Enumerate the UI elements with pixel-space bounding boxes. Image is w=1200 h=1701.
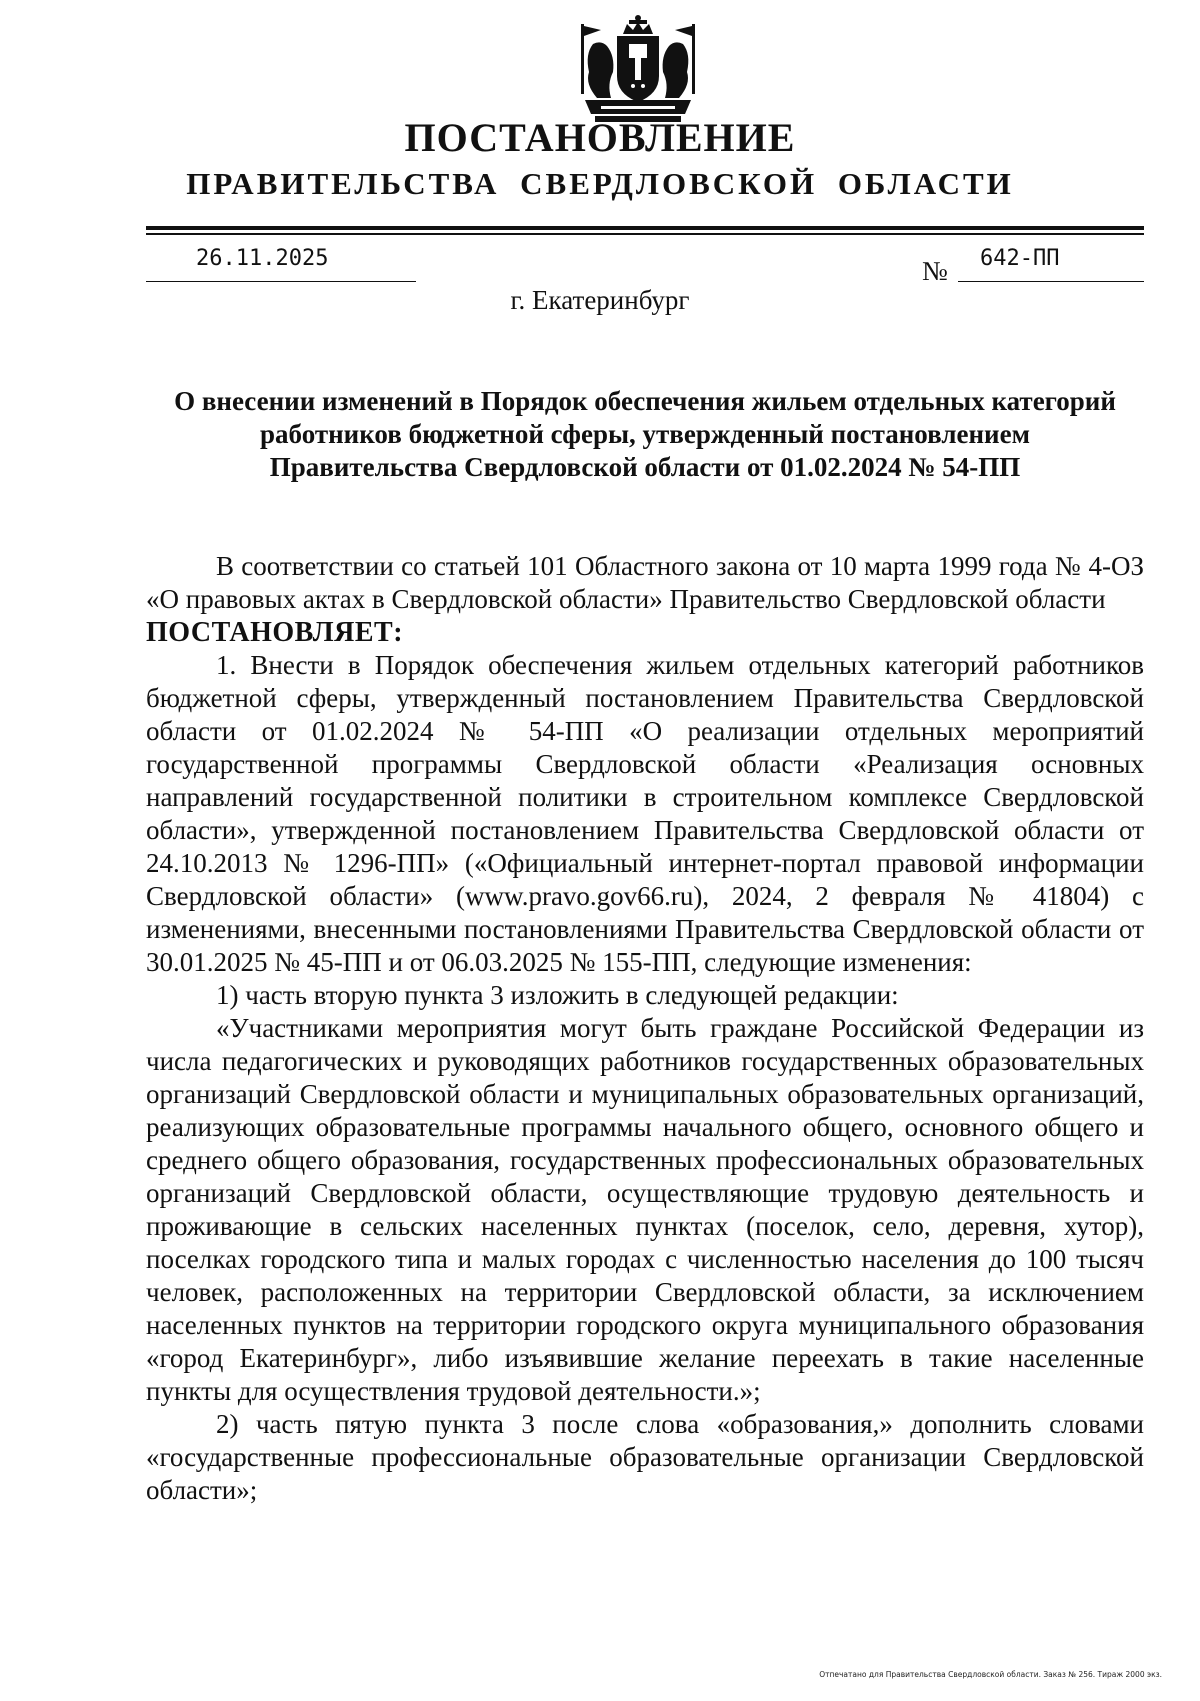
print-footnote: Отпечатано для Правительства Свердловской области. Заказ № 256. Тираж 2000 экз.: [819, 1670, 1162, 1679]
document-body: [146, 550, 1144, 1507]
document-issuer: ПРАВИТЕЛЬСТВА СВЕРДЛОВСКОЙ ОБЛАСТИ: [186, 166, 1014, 201]
number-underline: [958, 281, 1144, 282]
heading-line: О внесении изменений в Порядок обеспечения жильем отдельных категорий: [174, 386, 1116, 416]
heading-line: Правительства Свердловской области от 01.02.2024 № 54-ПП: [269, 452, 1021, 482]
header-divider-thick: [146, 226, 1144, 230]
document-heading: [146, 385, 1144, 484]
body-paragraph: 1. Внести в Порядок обеспечения жильем отдельных категорий работников бюджетной сферы, утвержденный постановлением Правительства Свердловской области от 01.02.2024 № 54-ПП «О реализации отдельных мероприятий государственной программы Свердловской области «Реализация основных направлений государственной политики в строительном комплексе Свердловской области», утвержденной постановлением Правительства Свердловской области от 24.10.2013 № 1296-ПП» («Официальный интернет-портал правовой информации Свердловской области» (www.pravo.gov66.ru), 2024, 2 февраля № 41804) с изменениями, внесенными постановлениями Правительства Свердловской области от 30.01.2025 № 45-ПП и от 06.03.2025 № 155-ПП, следующие изменения:: [146, 650, 1144, 977]
number-sign: №: [922, 256, 948, 286]
body-paragraph: 1) часть вторую пункта 3 изложить в следующей редакции:: [216, 980, 899, 1010]
date-underline: [146, 281, 416, 282]
body-paragraph: «Участниками мероприятия могут быть граждане Российской Федерации из числа педагогических и руководящих работников государственных образовательных организаций Свердловской области и муниципальных образовательных организаций, реализующих образовательные программы начального общего, основного общего и среднего общего образования, государственных профессиональных образовательных организаций Свердловской области, осуществляющие трудовую деятельность и проживающие в сельских населенных пунктах (поселок, село, деревня, хутор), поселках городского типа и малых городах с численностью населения до 100 тысяч человек, расположенных на территории Свердловской области, за исключением населенных пунктов на территории городского округа муниципального образования «город Екатеринбург», либо изъявившие желание переехать в такие населенные пункты для осуществления трудовой деятельности.»;: [146, 1013, 1144, 1406]
heading-line: работников бюджетной сферы, утвержденный постановлением: [260, 419, 1030, 449]
header-divider-thin: [146, 233, 1144, 235]
intro-paragraph: В соответствии со статьей 101 Областного закона от 10 марта 1999 года № 4-ОЗ «О правовых актах в Свердловской области» Правительство Свердловской области: [146, 551, 1144, 614]
coat-of-arms-emblem: [571, 14, 705, 128]
document-number: 642-ПП: [980, 246, 1060, 271]
document-date: 26.11.2025: [196, 246, 329, 271]
document-city: г. Екатеринбург: [510, 285, 690, 315]
document-title: ПОСТАНОВЛЕНИЕ: [404, 115, 796, 160]
decree-keyword: ПОСТАНОВЛЯЕТ:: [146, 617, 404, 648]
body-paragraph: 2) часть пятую пункта 3 после слова «образования,» дополнить словами «государственные профессиональные образовательные организации Свердловской области»;: [146, 1409, 1144, 1505]
